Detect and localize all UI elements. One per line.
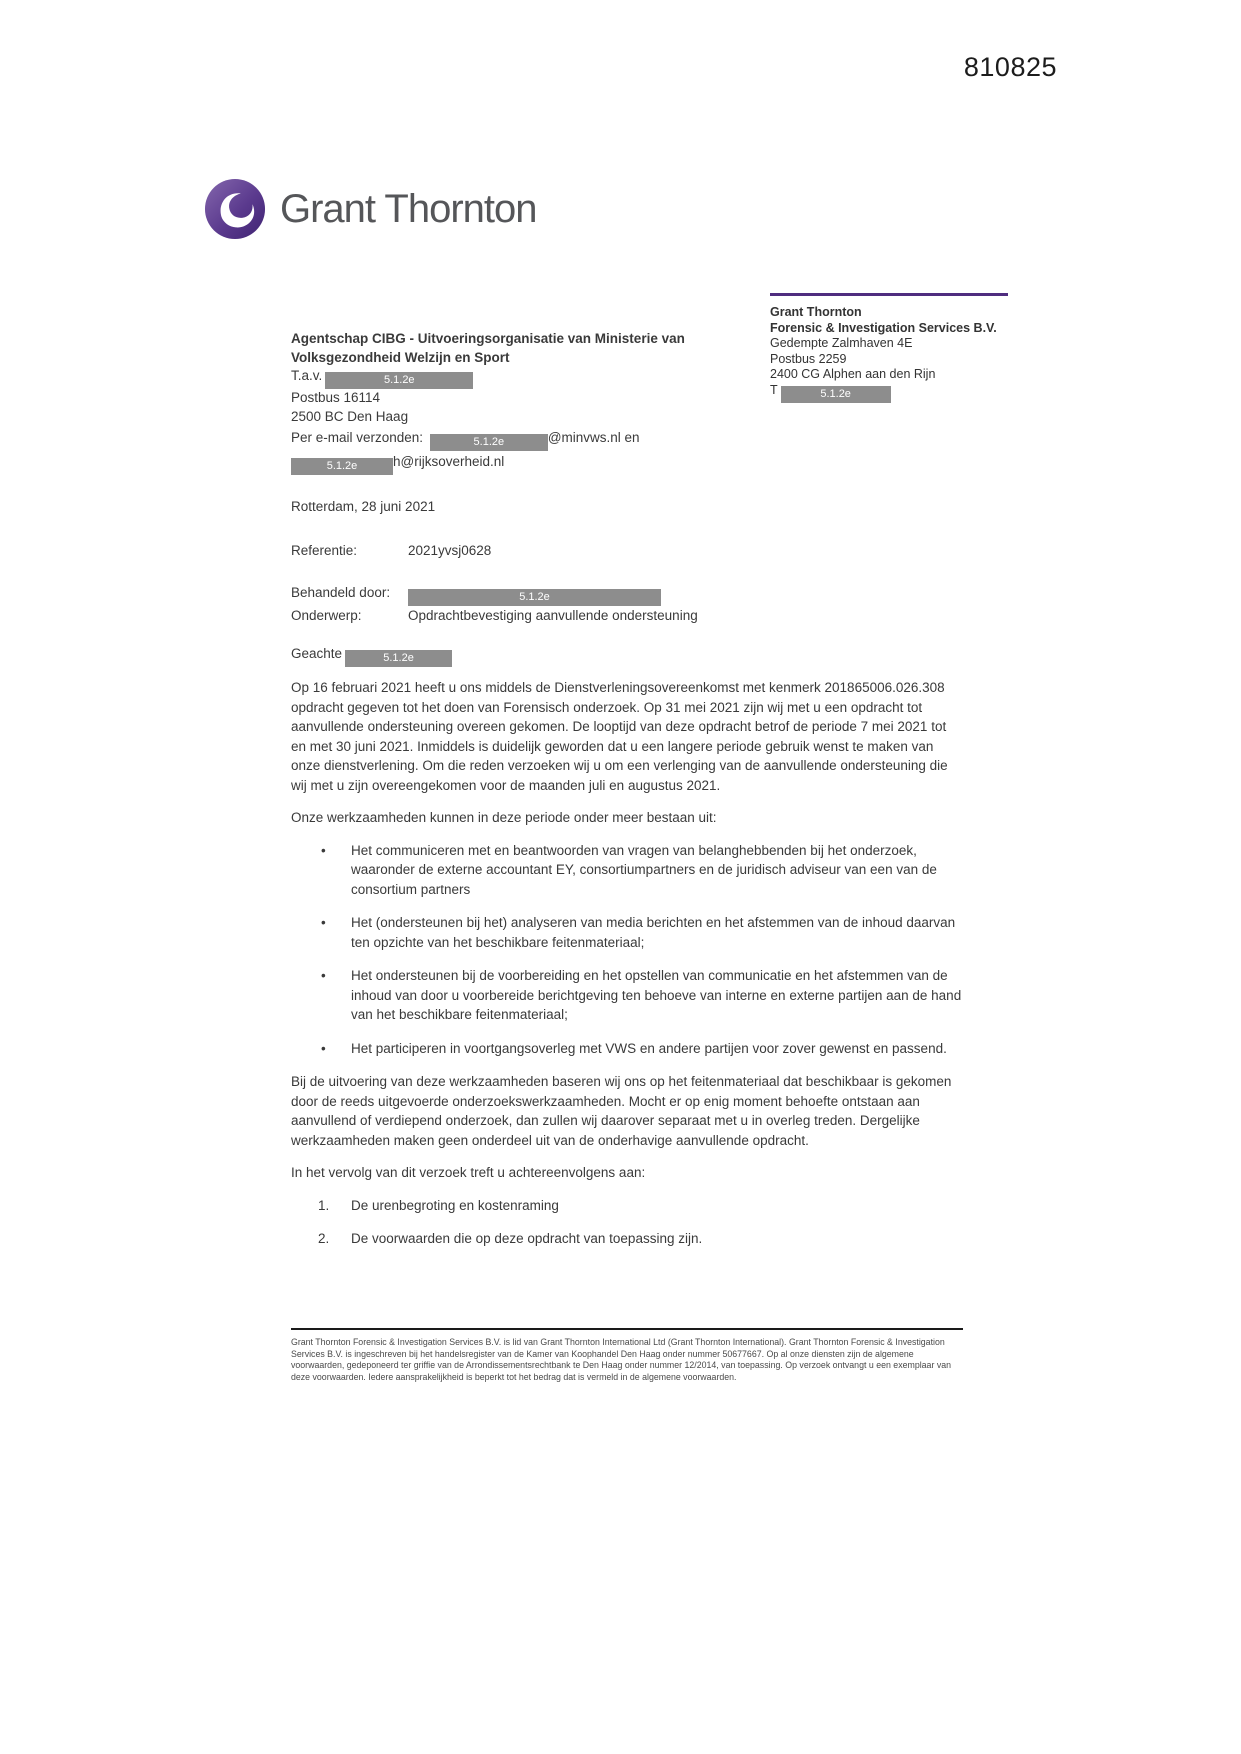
bullet-list <box>291 841 963 1059</box>
sender-address-block <box>770 293 1008 403</box>
recipient-org-line2: Volksgezondheid Welzijn en Sport <box>291 349 510 365</box>
handled-by-label: Behandeld door: <box>291 585 391 600</box>
bullet-item <box>291 913 963 952</box>
paragraph-4: In het vervolg van dit verzoek treft u achtereenvolgens aan: <box>291 1165 646 1180</box>
numbered-item <box>291 1229 963 1249</box>
paragraph-1: Op 16 februari 2021 heeft u ons middels de Dienstverleningsovereenkomst met kenmerk 201865006.026.308 opdracht gegeven tot het doen van Forensisch onderzoek. Op 31 mei 2021 zijn wij met u een opdracht tot aanvullende ondersteuning overeen gekomen. De looptijd van deze opdracht betrof de periode 7 mei 2021 tot en met 30 juni 2021. Inmiddels is duidelijk geworden dat u een langere periode gebruik wenst te maken van onze dienstverlening. Om die reden verzoeken wij u om een verlenging van de aanvullende ondersteuning die wij met u zijn overeengekomen voor de maanden juli en augustus 2021. <box>291 680 948 793</box>
numbered-text: De urenbegroting en kostenraming <box>351 1197 559 1213</box>
recipient-attn-line <box>291 367 771 389</box>
subject-label: Onderwerp: <box>291 608 362 623</box>
recipient-org-line1: Agentschap CIBG - Uitvoeringsorganisatie van Ministerie van <box>291 331 685 346</box>
paragraph-3: Bij de uitvoering van deze werkzaamheden baseren wij ons op het feitenmateriaal dat beschikbaar is gekomen door de reeds uitgevoerde onderzoekswerkzaamheden. Mocht er op enig moment behoefte ontstaan aan aanvullend of verdiepend onderzoek, dan zullen wij daarover separaat met u in overleg treden. Dergelijke werkzaamheden maken geen onderdeel uit van de onderhavige aanvullende opdracht. <box>291 1074 952 1148</box>
handled-by-row <box>291 583 963 606</box>
numbered-item <box>291 1196 963 1216</box>
bullet-item <box>291 966 963 1025</box>
sender-divider-rule <box>770 293 1008 296</box>
doc-number: 810825 <box>963 52 1057 82</box>
numbered-text: De voorwaarden die op deze opdracht van toepassing zijn. <box>351 1231 703 1246</box>
bullet-text: Het communiceren met en beantwoorden van vragen van belanghebbenden bij het onderzoek, waaronder de externe accountant EY, consortiumpartners en de juridisch adviseur van een van de consortium partners <box>351 842 937 897</box>
phone-prefix: T <box>770 382 778 397</box>
dateline: Rotterdam, 28 juni 2021 <box>291 499 436 514</box>
sender-name: Grant Thornton <box>770 305 862 319</box>
sender-phone-line <box>770 383 1008 403</box>
sender-postbus: Postbus 2259 <box>770 351 847 366</box>
footer-block <box>291 1328 963 1383</box>
attn-prefix: T.a.v. <box>291 368 323 383</box>
salutation <box>291 646 452 667</box>
brand-wordmark: Grant Thornton <box>280 186 537 231</box>
bullet-marker: • <box>321 1040 326 1056</box>
brand-logo <box>204 178 537 240</box>
paragraph-2: Onze werkzaamheden kunnen in deze periode onder meer bestaan uit: <box>291 810 717 825</box>
subject-value: Opdrachtbevestiging aanvullende ondersteuning <box>408 608 698 623</box>
bullet-marker: • <box>321 915 326 930</box>
reference-value: 2021yvsj0628 <box>408 543 492 558</box>
bullet-marker: • <box>321 842 326 858</box>
sender-division: Forensic & Investigation Services B.V. <box>770 320 997 335</box>
redaction-box: 5.1.2e <box>408 589 661 606</box>
bullet-marker: • <box>321 968 326 983</box>
footer-divider-rule <box>291 1328 963 1330</box>
salutation-prefix: Geachte <box>291 646 343 661</box>
email-intro: Per e-mail verzonden: <box>291 430 424 445</box>
numbered-marker: 2. <box>318 1231 330 1246</box>
numbered-list <box>291 1196 963 1249</box>
recipient-city: 2500 BC Den Haag <box>291 408 409 424</box>
redaction-box: 5.1.2e <box>781 386 891 403</box>
email2-domain: h@rijksoverheid.nl <box>393 454 505 469</box>
bullet-text: Het participeren in voortgangsoverleg met VWS en andere partijen voor zover gewenst en passend. <box>351 1040 947 1056</box>
sender-street: Gedempte Zalmhaven 4E <box>770 336 913 350</box>
meta-block <box>291 541 963 625</box>
email-block <box>291 427 771 475</box>
email1-domain: @minvws.nl en <box>547 430 640 445</box>
redaction-box: 5.1.2e <box>325 372 473 389</box>
redaction-box: 5.1.2e <box>345 650 452 667</box>
redaction-box: 5.1.2e <box>291 458 393 475</box>
email-line-1 <box>291 427 771 451</box>
reference-label: Referentie: <box>291 543 358 558</box>
grant-thornton-logo-icon <box>204 178 266 240</box>
bullet-text: Het (ondersteunen bij het) analyseren van media berichten en het afstemmen van de inhoud daarvan ten opzichte van het beschikbare feitenmateriaal; <box>351 915 956 950</box>
subject-row <box>291 606 963 625</box>
letter-body <box>291 678 963 1263</box>
recipient-postbus: Postbus 16114 <box>291 390 381 405</box>
numbered-marker: 1. <box>318 1197 330 1213</box>
recipient-address-block <box>291 330 771 426</box>
bullet-item <box>291 1039 963 1059</box>
sender-city: 2400 CG Alphen aan den Rijn <box>770 367 936 381</box>
bullet-text: Het ondersteunen bij de voorbereiding en het opstellen van communicatie en het afstemmen van de inhoud van door u voorbereide berichtgeving ten behoeve van interne en externe partijen aan de hand van het beschikbare feitenmateriaal; <box>351 968 962 1022</box>
email-line-2 <box>291 451 771 475</box>
footer-legal-text: Grant Thornton Forensic & Investigation Services B.V. is lid van Grant Thornton International Ltd (Grant Thornton International). Grant Thornton Forensic & Investigation Services B.V. is ingeschreven bij het handelsregister van de Kamer van Koophandel Den Haag onder nummer 50677667. Op al onze diensten zijn de algemene voorwaarden, gedeponeerd ter griffie van de Arrondissementsrechtbank te Den Haag onder nummer 12/2014, van toepassing. Op verzoek ontvangt u een exemplaar van deze voorwaarden. Iedere aansprakelijkheid is beperkt tot het bedrag dat is vermeld in de algemene voorwaarden. <box>291 1337 952 1382</box>
reference-row <box>291 541 963 560</box>
redaction-box: 5.1.2e <box>430 434 548 451</box>
bullet-item <box>291 841 963 900</box>
